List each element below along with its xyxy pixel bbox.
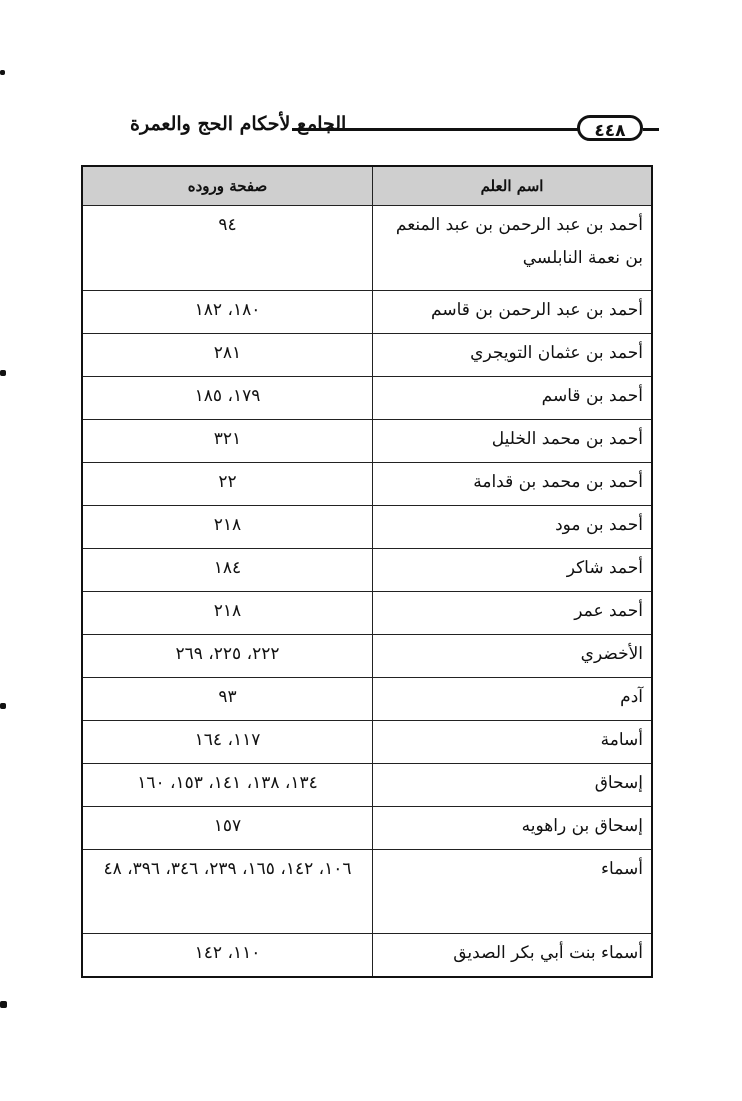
table-row — [82, 934, 652, 978]
person-name: إسحاق بن راهويه — [373, 807, 653, 850]
header-rule-tail — [643, 128, 659, 131]
table-row — [82, 506, 652, 549]
person-name: أحمد بن عبد الرحمن بن عبد المنعم بن نعمة النابلسي — [373, 206, 653, 291]
scan-mark — [0, 1001, 7, 1008]
table-row — [82, 334, 652, 377]
column-header-pages: صفحة وروده — [82, 166, 373, 206]
table-row — [82, 721, 652, 764]
table-row — [82, 635, 652, 678]
person-name: إسحاق — [373, 764, 653, 807]
person-name: أحمد بن عثمان التويجري — [373, 334, 653, 377]
page-references: ١٧٩، ١٨٥ — [82, 377, 373, 420]
page-references: ٢٢ — [82, 463, 373, 506]
page-references: ٩٣ — [82, 678, 373, 721]
column-header-name: اسم العلم — [373, 166, 653, 206]
person-name: أحمد بن محمد بن قدامة — [373, 463, 653, 506]
table-row — [82, 291, 652, 334]
table-row — [82, 420, 652, 463]
table-row — [82, 764, 652, 807]
page-references: ٣٢١ — [82, 420, 373, 463]
page-references: ١١٧، ١٦٤ — [82, 721, 373, 764]
table-row — [82, 592, 652, 635]
page-references: ١٨٠، ١٨٢ — [82, 291, 373, 334]
table-row — [82, 549, 652, 592]
page-references: ١٠٦، ١٤٢، ١٦٥، ٢٣٩، ٣٤٦، ٣٩٦، ٤٨ — [82, 850, 373, 934]
page-references: ٩٤ — [82, 206, 373, 291]
person-name: آدم — [373, 678, 653, 721]
page-references: ١٣٤، ١٣٨، ١٤١، ١٥٣، ١٦٠ — [82, 764, 373, 807]
page-references: ٢١٨ — [82, 506, 373, 549]
page-references: ٢١٨ — [82, 592, 373, 635]
names-index-table — [81, 165, 653, 978]
scan-mark — [0, 70, 5, 75]
table-row — [82, 463, 652, 506]
page-number: ٤٤٨ — [577, 115, 643, 141]
table-row — [82, 206, 652, 291]
person-name: أسماء بنت أبي بكر الصديق — [373, 934, 653, 978]
page-references: ٢٨١ — [82, 334, 373, 377]
header-rule — [292, 128, 578, 131]
running-header — [70, 112, 660, 146]
table-row — [82, 807, 652, 850]
person-name: أحمد بن عبد الرحمن بن قاسم — [373, 291, 653, 334]
person-name: أحمد عمر — [373, 592, 653, 635]
table-row — [82, 850, 652, 934]
page-references: ١٨٤ — [82, 549, 373, 592]
page-references: ١٥٧ — [82, 807, 373, 850]
table-row — [82, 377, 652, 420]
person-name: أحمد بن مود — [373, 506, 653, 549]
person-name: أسماء — [373, 850, 653, 934]
person-name: أسامة — [373, 721, 653, 764]
scan-mark — [0, 703, 6, 709]
person-name: أحمد شاكر — [373, 549, 653, 592]
table-row — [82, 678, 652, 721]
page-references: ١١٠، ١٤٢ — [82, 934, 373, 978]
book-title: الجامع لأحكام الحج والعمرة — [130, 113, 347, 135]
person-name: أحمد بن محمد الخليل — [373, 420, 653, 463]
person-name: أحمد بن قاسم — [373, 377, 653, 420]
scan-mark — [0, 370, 6, 376]
table-header-row — [82, 166, 652, 206]
page-references: ٢٢٢، ٢٢٥، ٢٦٩ — [82, 635, 373, 678]
person-name: الأخضري — [373, 635, 653, 678]
